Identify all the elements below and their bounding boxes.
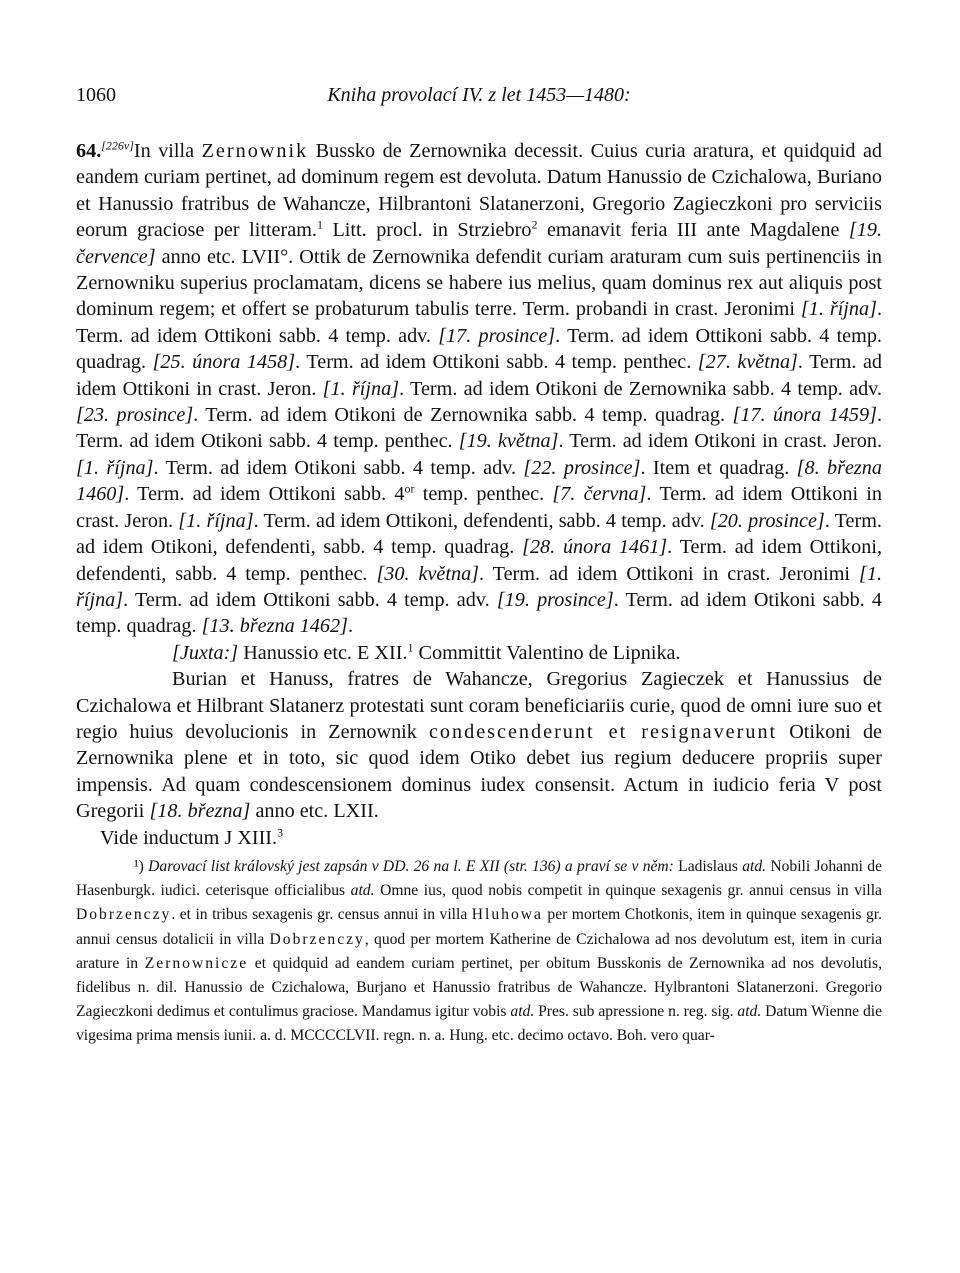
abbrev: atd. <box>742 857 767 875</box>
date-note: [1. října] <box>76 456 154 479</box>
date-note: [7. června] <box>552 483 647 506</box>
footnote-1 <box>76 855 882 1049</box>
date-note: [17. února 1459] <box>732 404 877 427</box>
text-run: . Term. ad idem Ottikoni sabb. 4 temp. adv. <box>76 298 882 347</box>
folio-marker: [226v] <box>101 138 134 153</box>
text-run: Vide inductum J XIII. <box>100 826 278 849</box>
text-run: Omne ius, quod nobis competit in quinque sexagenis gr. annui census in villa <box>374 882 882 900</box>
date-note: [25. února 1458] <box>152 351 296 374</box>
text-run: . Term. ad idem Otikoni sabb. 4 temp. penthec. <box>76 404 882 453</box>
text-run: . Term. ad idem Otikoni sabb. 4 temp. adv. <box>153 456 524 479</box>
date-note: [28. února 1461] <box>522 536 668 559</box>
page-number: 1060 <box>76 84 116 106</box>
footnote-ref: 2 <box>531 217 538 232</box>
running-header <box>76 84 882 114</box>
footnote-ref: 1 <box>407 639 414 654</box>
date-note: [20. prosince] <box>709 509 825 532</box>
text-run: , quod per mortem Katherine de Czichalowa ad nos devolutum est, item in curia arature in <box>76 930 883 972</box>
text-run: . Term. ad idem Otikoni in crast. Jeron. <box>558 430 882 453</box>
text-run: emanavit feria III ante Magdalene <box>537 219 849 242</box>
text-run: Datum Wienne die vigesima prima mensis iunii. a. d. MCCCCLVII. regn. n. a. Hung. etc. decimo octavo. Boh. vero quar- <box>76 1003 882 1045</box>
date-note: [1. října] <box>76 562 882 611</box>
text-run: . et in tribus sexagenis gr. census annui in villa <box>171 906 472 924</box>
date-note: [19. července] <box>76 219 883 268</box>
text-run: Bussko de Zernownika decessit. Cuius curia aratura, et quidquid ad eandem curiam pertinet, ad dominum regem est devoluta. Datum Hanussio de Czichalowa, Buriano et Hanussio fratribus de Wahancze, Hilbrantoni Slatanerzoni, Gregorio Zagieczkoni pro serviciis eorum graciose per litteram. <box>76 140 882 242</box>
entry-paragraph-3 <box>76 666 882 824</box>
running-title: Kniha provolací IV. z let 1453—1480: <box>327 84 631 106</box>
text-run: . Term. ad idem Otikoni sabb. 4 temp. quadrag. <box>76 588 882 638</box>
date-note: [1. října] <box>322 377 400 400</box>
vide-line <box>76 825 882 851</box>
place-name: Hluhowa <box>471 906 543 924</box>
text-run: . Term. ad idem Otikoni, defendenti, sabb. 4 temp. quadrag. <box>76 509 882 559</box>
text-run: . Term. ad idem Ottikoni sabb. 4 temp. penthec. <box>295 351 698 374</box>
page <box>76 84 882 1049</box>
text-run: per mortem Chotkonis, item in quinque sexagenis gr. annui census dotalicii in villa <box>76 906 883 948</box>
entry-body <box>76 138 882 851</box>
date-note: [27. května] <box>697 351 798 374</box>
place-name: Zernownicze <box>144 954 249 972</box>
date-note: [19. prosince] <box>496 588 614 611</box>
ordinal-suffix: or <box>404 481 415 496</box>
text-run: In villa <box>133 140 202 162</box>
text-run: Litt. procl. in Strziebro <box>322 219 532 242</box>
date-note: [23. prosince] <box>76 404 194 427</box>
text-run: Nobili Johanni de Hasenburgk. iudici. ceterisque officialibus <box>76 857 882 900</box>
place-name: Dobrzenczy <box>269 930 365 948</box>
text-run: Committit Valentino de Lipnika. <box>413 641 681 664</box>
text-run: . Term. ad idem Ottikoni in crast. Jeron. <box>76 351 882 400</box>
juxta-line <box>76 640 882 666</box>
text-run: Ladislaus <box>673 857 743 875</box>
date-note: [1. října] <box>800 298 877 321</box>
date-note: [18. března] <box>149 800 251 823</box>
juxta-label: [Juxta:] <box>172 641 239 664</box>
entry-paragraph-1 <box>76 138 882 640</box>
date-note: [1. října] <box>178 509 254 532</box>
text-run: Pres. sub apressione n. reg. sig. <box>534 1003 738 1021</box>
date-note: [13. března 1462] <box>201 615 348 638</box>
footnote <box>76 855 882 1049</box>
text-run: temp. penthec. <box>414 483 553 506</box>
text-run: . Term. ad idem Otikoni de Zernownika sabb. 4 temp. adv. <box>399 377 882 400</box>
footnote-ref: 1 <box>316 217 323 232</box>
date-note: [17. prosince] <box>438 324 556 347</box>
date-note: [30. května] <box>376 562 480 585</box>
text-run: et quidquid ad eandem curiam pertinet, per obitum Busskonis de Zernownika ad nos devolutis, fidelibus n. dil. Hanussio de Czichalowa, Burjano et Hanussio fratribus de Wahancze. Hylbrantoni Slatanerzoni. Gregorio Zagieczkoni dedimus et contulimus graciose. Mandamus igitur vobis <box>76 954 882 1021</box>
abbrev: atd. <box>510 1003 535 1021</box>
text-run: Burian et Hanuss, fratres de Wahancze, Gregorius Zagieczek et Hanussius de Czichalowa et Hilbrant Slatanerz protestati sunt coram beneficiariis curie, quod de omni iure suo et regio huius devolucionis in Zernownik <box>76 668 882 743</box>
text-run: . Term. ad idem Ottikoni sabb. 4 temp. quadrag. <box>76 324 882 374</box>
place-name: Dobrzenczy <box>76 906 172 924</box>
text-run: Otikoni de Zernownika plene et in toto, sic quod idem Otiko debet ius regium deducere propriis super impensis. Ad quam condescensionem dominus iudex consensit. Actum in iudicio feria V post Gregorii <box>76 720 883 823</box>
text-run: . Term. ad idem Ottikoni in crast. Jeronimi <box>479 562 859 585</box>
text-run: . Term. ad idem Otikoni de Zernownika sabb. 4 temp. quadrag. <box>193 404 733 427</box>
text-run: . <box>347 615 353 638</box>
text-run: . Term. ad idem Ottikoni, defendenti, sabb. 4 temp. penthec. <box>76 536 882 585</box>
text-run: anno etc. LXII. <box>250 800 379 823</box>
text-run: . Item et quadrag. <box>640 456 797 479</box>
text-run: Ottik de Zernownika defendit curiam araturam cum suis pertinenciis in Zernowniku superius proclamatam, dicens se habere ius melius, quam dominus rex aut aliquis post dominum regem; et offert se probaturum tabulis terre. Term. probandi in crast. Jeronimi <box>76 245 882 321</box>
text-run: . Term. ad idem Ottikoni in crast. Jeron. <box>76 483 883 532</box>
text-run: . Term. ad idem Ottikoni sabb. 4 <box>124 483 405 506</box>
place-name: Zernownik <box>201 140 309 162</box>
date-note: [8. března 1460] <box>76 456 882 506</box>
footnote-czech-text: Darovací list královský jest zapsán v DD. 26 na l. E XII (str. 136) a praví se v něm: <box>148 857 674 875</box>
abbrev: atd. <box>350 882 375 900</box>
text-run: . Term. ad idem Ottikoni, defendenti, sabb. 4 temp. adv. <box>253 509 710 532</box>
text-run: Hanussio etc. E XII. <box>238 641 408 664</box>
date-note: [22. prosince] <box>523 456 641 479</box>
text-run: anno etc. LVII°. <box>155 245 300 268</box>
entry-number: 64. <box>76 140 102 162</box>
footnote-marker: ¹) <box>134 857 144 875</box>
text-run: . Term. ad idem Ottikoni sabb. 4 temp. adv. <box>123 588 497 611</box>
abbrev: atd. <box>737 1003 762 1021</box>
date-note: [19. května] <box>458 430 559 453</box>
footnote-ref: 3 <box>277 824 284 839</box>
spaced-phrase: condescenderunt et resignaverunt <box>428 720 778 743</box>
